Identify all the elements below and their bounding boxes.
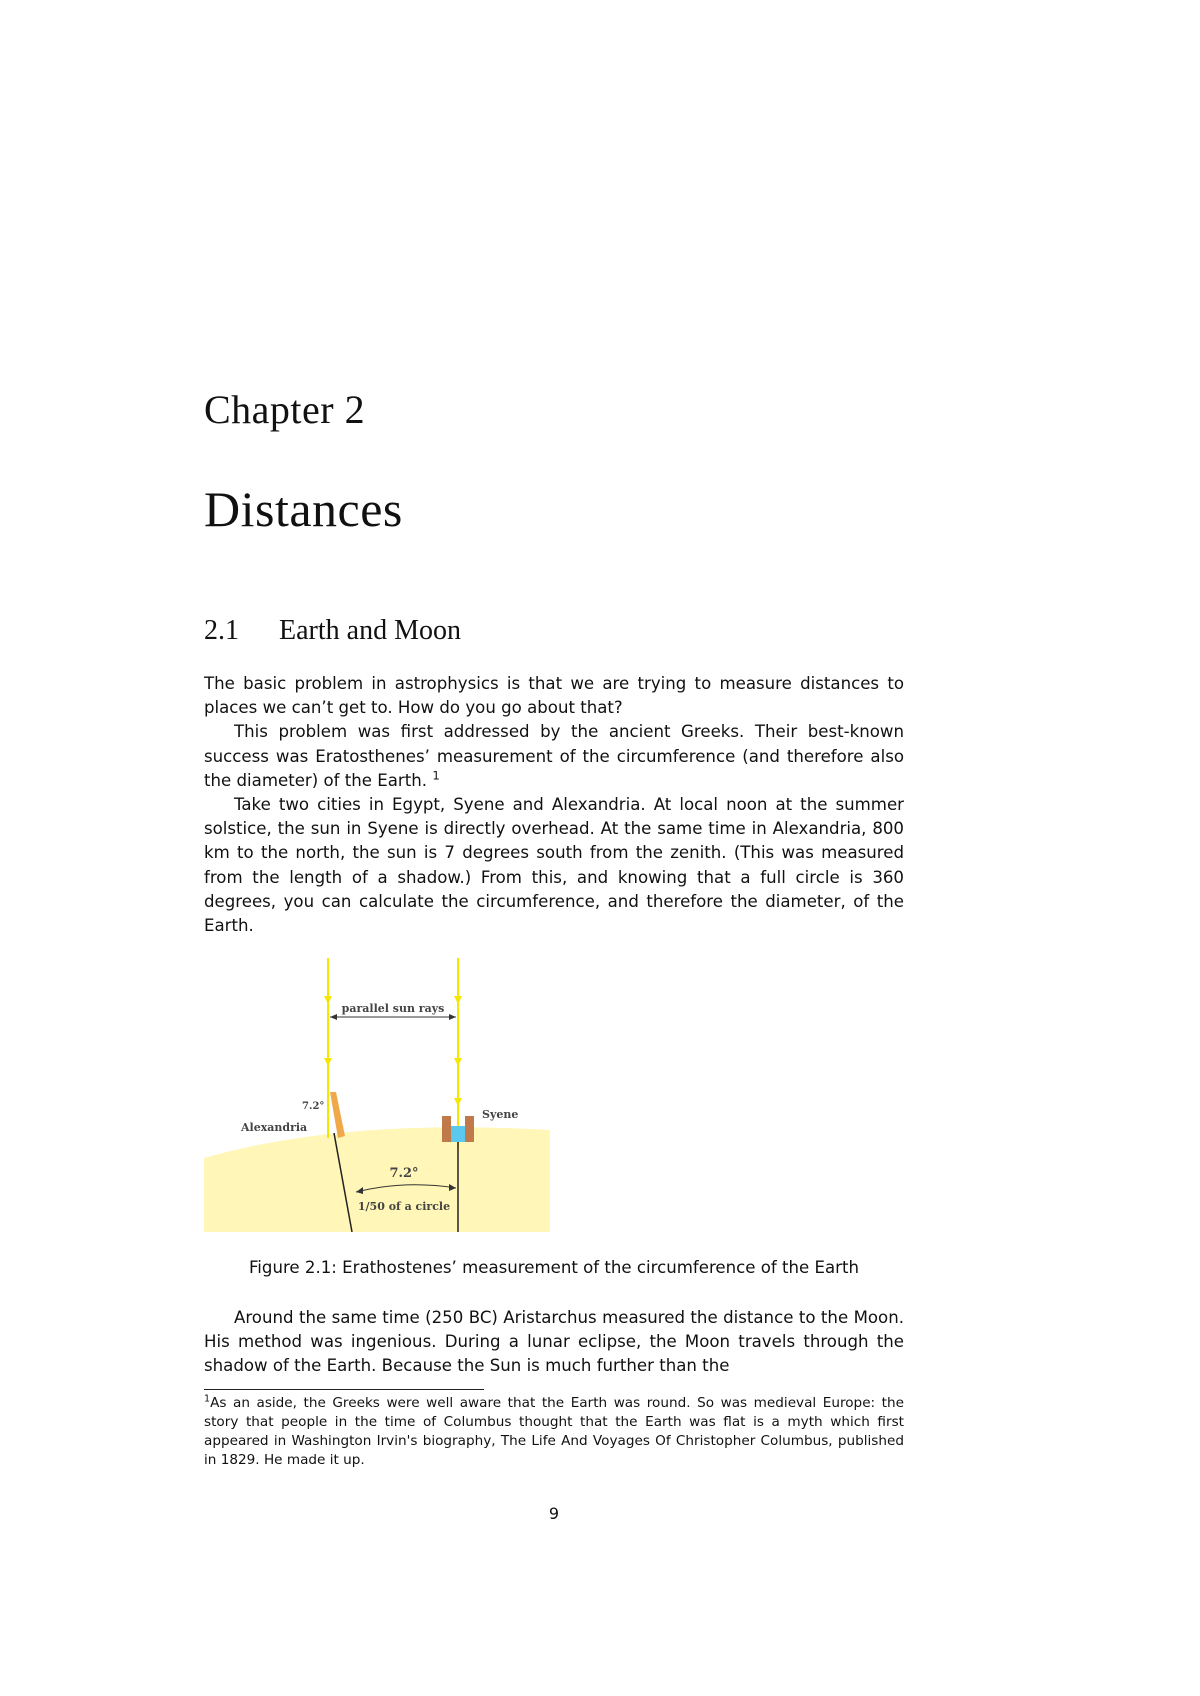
ray-arrowhead bbox=[324, 996, 332, 1004]
section-number: 2.1 bbox=[204, 615, 239, 646]
chapter-title: Distances bbox=[204, 481, 403, 537]
footnote-rule bbox=[204, 1389, 484, 1390]
body-text bbox=[204, 1306, 904, 1379]
well-water bbox=[451, 1126, 465, 1142]
chapter-label: Chapter 2 bbox=[204, 387, 366, 432]
footnote-mark: 1 bbox=[204, 1393, 211, 1405]
center-angle-label: 7.2° bbox=[389, 1166, 419, 1181]
well-wall-right bbox=[465, 1116, 474, 1142]
ray-arrowhead bbox=[324, 1058, 332, 1066]
paragraph: The basic problem in astrophysics is that we are trying to measure distances to places we can’t get to. How do you go about that? bbox=[204, 674, 904, 718]
dimension-arrow-right bbox=[449, 1014, 456, 1020]
footnote bbox=[204, 1394, 904, 1470]
earth-surface bbox=[204, 1127, 550, 1232]
paragraph-text: This problem was first addressed by the ancient Greeks. Their best-known success was Eratosthenes’ measurement of the circumference (and therefore also the diameter) of the Earth. bbox=[204, 722, 904, 790]
paragraph bbox=[204, 720, 904, 793]
alexandria-label: Alexandria bbox=[241, 1121, 308, 1134]
footnote-reference[interactable]: 1 bbox=[432, 768, 440, 783]
eratosthenes-figure bbox=[204, 958, 550, 1232]
dimension-arrow-left bbox=[330, 1014, 337, 1020]
well-wall-left bbox=[442, 1116, 451, 1142]
section-title: Earth and Moon bbox=[279, 615, 461, 646]
paragraph: Around the same time (250 BC) Aristarchus measured the distance to the Moon. His method was ingenious. During a lunar eclipse, the Moon travels through the shadow of the Earth. Because the Sun is much further than the bbox=[204, 1308, 904, 1376]
rays-label: parallel sun rays bbox=[341, 1002, 445, 1015]
figure-caption: Figure 2.1: Erathostenes’ measurement of the circumference of the Earth bbox=[248, 1258, 860, 1277]
page-number: 9 bbox=[548, 1504, 560, 1523]
obelisk-icon bbox=[330, 1092, 345, 1138]
paragraph: Take two cities in Egypt, Syene and Alexandria. At local noon at the summer solstice, the sun in Syene is directly overhead. At the same time in Alexandria, 800 km to the north, the sun is 7 degrees south from the zenith. (This was measured from the length of a shadow.) From this, and knowing that a full circle is 360 degrees, you can calculate the circumference, and therefore the diameter, of the Earth. bbox=[204, 795, 904, 936]
ray-arrowhead bbox=[454, 1058, 462, 1066]
section-heading bbox=[204, 615, 904, 647]
body-text bbox=[204, 672, 904, 938]
ray-arrowhead bbox=[454, 1098, 462, 1106]
fraction-label: 1/50 of a circle bbox=[357, 1200, 451, 1213]
alexandria-angle-label: 7.2° bbox=[302, 1101, 325, 1112]
syene-label: Syene bbox=[482, 1108, 519, 1121]
ray-arrowhead bbox=[454, 996, 462, 1004]
footnote-text: As an aside, the Greeks were well aware that the Earth was round. So was medieval Europe: the story that people in the time of Columbus thought that the Earth was flat is a myth which first appeared in Washington Irvin's biography, The Life And Voyages Of Christopher Columbus, published in 1829. He made it up. bbox=[204, 1395, 904, 1468]
